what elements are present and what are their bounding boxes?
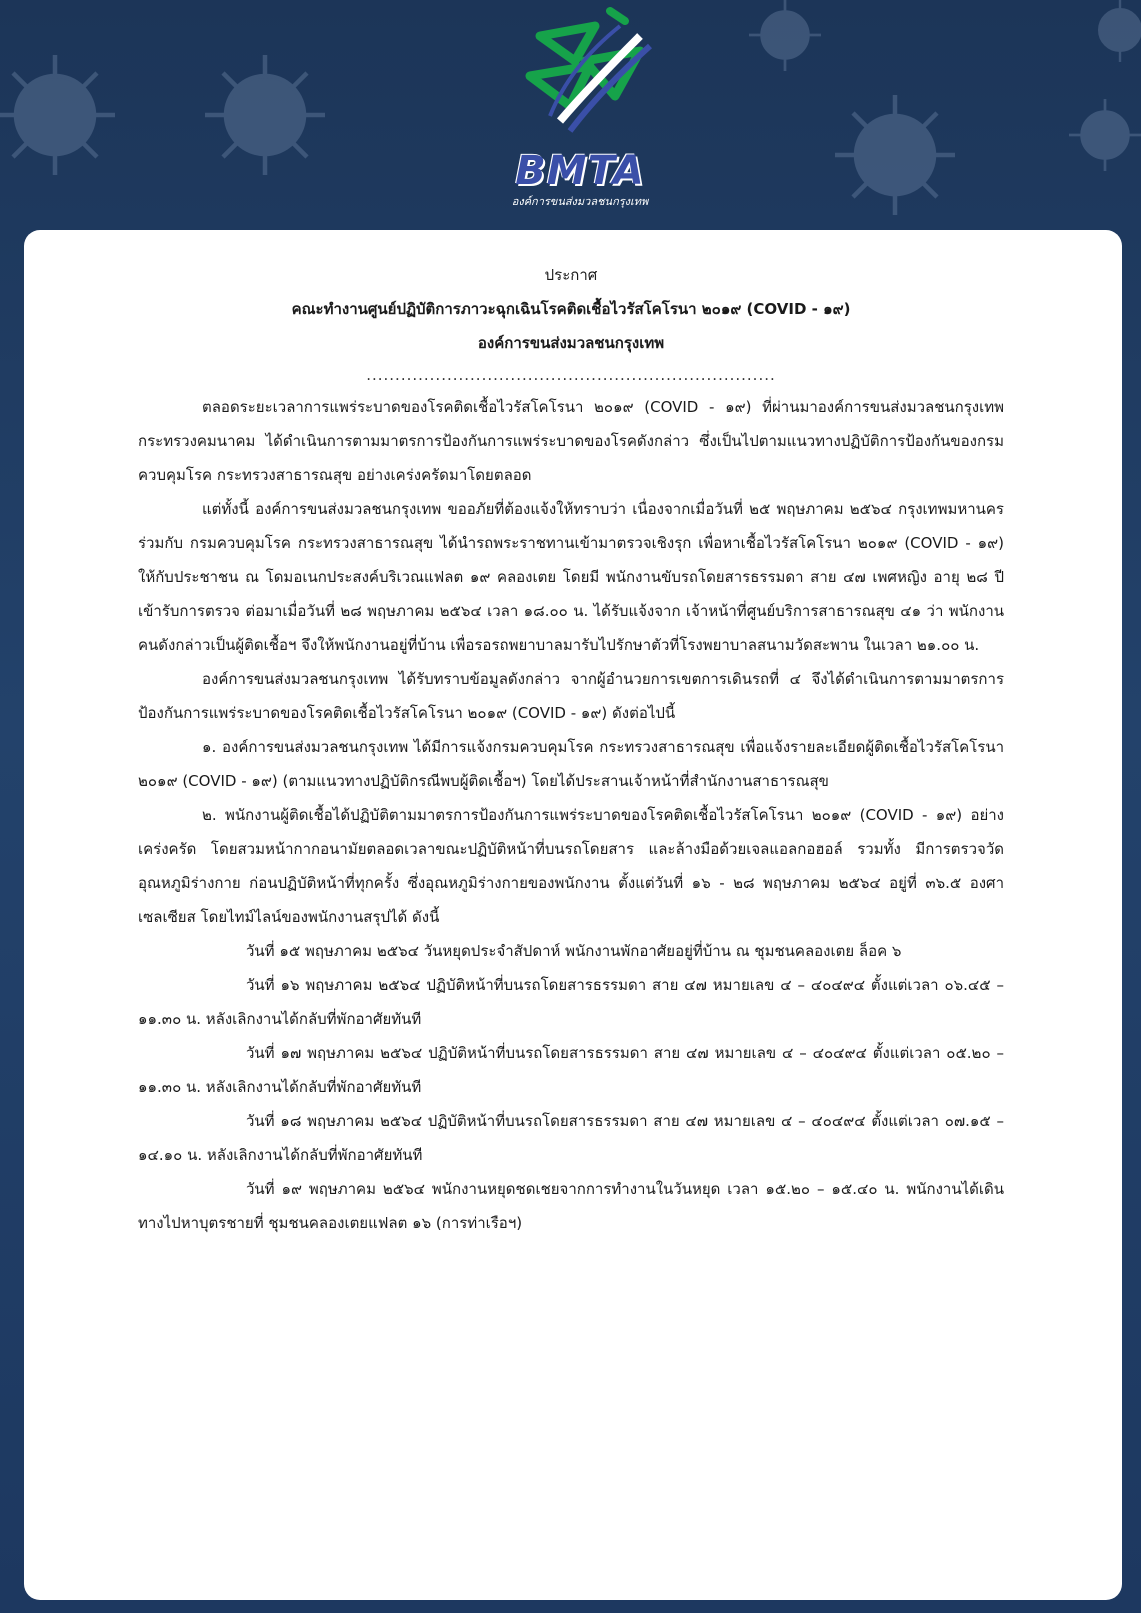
virus-illustration	[1060, 90, 1141, 180]
virus-illustration	[740, 0, 830, 80]
virus-illustration	[190, 40, 340, 190]
announcement-title: คณะทำงานศูนย์ปฏิบัติการภาวะฉุกเฉินโรคติดเชื้อไวรัสโคโรนา ๒๐๑๙ (COVID - ๑๙)	[291, 300, 851, 318]
paragraph: ๑. องค์การขนส่งมวลชนกรุงเทพ ได้มีการแจ้งกรมควบคุมโรค กระทรวงสาธารณสุข เพื่อแจ้งรายละเอียดผู้ติดเชื้อไวรัสโคโรนา ๒๐๑๙ (COVID - ๑๙) (ตามแนวทางปฏิบัติกรณีพบผู้ติดเชื้อฯ) โดยได้ประสานเจ้าหน้าที่สำนักงานสาธารณสุข	[138, 738, 1004, 790]
title-separator: .......................................................................	[366, 366, 776, 384]
paragraph: ๒. พนักงานผู้ติดเชื้อได้ปฏิบัติตามมาตรการป้องกันการแพร่ระบาดของโรคติดเชื้อไวรัสโคโรนา ๒๐๑๙ (COVID - ๑๙) อย่างเคร่งครัด โดยสวมหน้ากากอนามัยตลอดเวลาขณะปฏิบัติหน้าที่บนรถโดยสาร และล้างมือด้วยเจลแอลกอฮอล์ รวมทั้ง มีการตรวจวัดอุณหภูมิร่างกาย ก่อนปฏิบัติหน้าที่ทุกครั้ง ซึ่งอุณหภูมิร่างกายของพนักงาน ตั้งแต่วันที่ ๑๖ - ๒๘ พฤษภาคม ๒๕๖๔ อยู่ที่ ๓๖.๕ องศาเซลเซียส โดยไทม์ไลน์ของพนักงานสรุปได้ ดังนี้	[138, 806, 1004, 926]
paragraph: ตลอดระยะเวลาการแพร่ระบาดของโรคติดเชื้อไวรัสโคโรนา ๒๐๑๙ (COVID - ๑๙) ที่ผ่านมาองค์การขนส่งมวลชนกรุงเทพ กระทรวงคมนาคม ได้ดำเนินการตามมาตรการป้องกันการแพร่ระบาดของโรคดังกล่าว ซึ่งเป็นไปตามแนวทางปฏิบัติการป้องกันของกรมควบคุมโรค กระทรวงสาธารณสุข อย่างเคร่งครัดมาโดยตลอด	[138, 398, 1004, 484]
virus-illustration	[820, 80, 970, 230]
timeline-item: วันที่ ๑๖ พฤษภาคม ๒๕๖๔ ปฏิบัติหน้าที่บนรถโดยสารธรรมดา สาย ๔๗ หมายเลข ๔ – ๔๐๔๙๔ ตั้งแต่เวลา ๐๖.๔๕ – ๑๑.๓๐ น. หลังเลิกงานได้กลับที่พักอาศัยทันที	[138, 976, 1004, 1028]
logo-abbrev: BMTA	[515, 148, 645, 194]
announcement-body	[138, 258, 1004, 1240]
virus-illustration	[0, 40, 130, 190]
paragraph: องค์การขนส่งมวลชนกรุงเทพ ได้รับทราบข้อมูลดังกล่าว จากผู้อำนวยการเขตการเดินรถที่ ๔ จึงได้ดำเนินการตามมาตรการป้องกันการแพร่ระบาดของโรคติดเชื้อไวรัสโคโรนา ๒๐๑๙ (COVID - ๑๙) ดังต่อไปนี้	[138, 670, 1004, 722]
bmta-logo	[470, 6, 690, 206]
announcement-label: ประกาศ	[544, 266, 598, 284]
paragraph: แต่ทั้งนี้ องค์การขนส่งมวลชนกรุงเทพ ขออภัยที่ต้องแจ้งให้ทราบว่า เนื่องจากเมื่อวันที่ ๒๕ พฤษภาคม ๒๕๖๔ กรุงเทพมหานคร ร่วมกับ กรมควบคุมโรค กระทรวงสาธารณสุข ได้นำรถพระราชทานเข้ามาตรวจเชิงรุก เพื่อหาเชื้อไวรัสโคโรนา ๒๐๑๙ (COVID - ๑๙) ให้กับประชาชน ณ โดมอเนกประสงค์บริเวณแฟลต ๑๙ คลองเตย โดยมี พนักงานขับรถโดยสารธรรมดา สาย ๔๗ เพศหญิง อายุ ๒๘ ปี เข้ารับการตรวจ ต่อมาเมื่อวันที่ ๒๘ พฤษภาคม ๒๕๖๔ เวลา ๑๘.๐๐ น. ได้รับแจ้งจาก เจ้าหน้าที่ศูนย์บริการสาธารณสุข ๔๑ ว่า พนักงานคนดังกล่าวเป็นผู้ติดเชื้อฯ จึงให้พนักงานอยู่ที่บ้าน เพื่อรอรถพยาบาลมารับไปรักษาตัวที่โรงพยาบาลสนามวัดสะพาน ในเวลา ๒๑.๐๐ น.	[138, 500, 1004, 654]
timeline-item: วันที่ ๑๘ พฤษภาคม ๒๕๖๔ ปฏิบัติหน้าที่บนรถโดยสารธรรมดา สาย ๔๗ หมายเลข ๔ – ๔๐๔๙๔ ตั้งแต่เวลา ๐๗.๑๕ – ๑๔.๑๐ น. หลังเลิกงานได้กลับที่พักอาศัยทันที	[138, 1112, 1004, 1164]
virus-illustration	[1080, 0, 1141, 70]
timeline-item: วันที่ ๑๕ พฤษภาคม ๒๕๖๔ วันหยุดประจำสัปดาห์ พนักงานพักอาศัยอยู่ที่บ้าน ณ ชุมชนคลองเตย ล็อค ๖	[246, 942, 902, 960]
announcement-org: องค์การขนส่งมวลชนกรุงเทพ	[477, 334, 665, 352]
bmta-logo-mark	[500, 6, 660, 156]
timeline-item: วันที่ ๑๗ พฤษภาคม ๒๕๖๔ ปฏิบัติหน้าที่บนรถโดยสารธรรมดา สาย ๔๗ หมายเลข ๔ – ๔๐๔๙๔ ตั้งแต่เวลา ๐๕.๒๐ – ๑๑.๓๐ น. หลังเลิกงานได้กลับที่พักอาศัยทันที	[138, 1044, 1004, 1096]
timeline-item: วันที่ ๑๙ พฤษภาคม ๒๕๖๔ พนักงานหยุดชดเชยจากการทำงานในวันหยุด เวลา ๑๕.๒๐ – ๑๕.๔๐ น. พนักงานได้เดินทางไปหาบุตรชายที่ ชุมชนคลองเตยแฟลต ๑๖ (การท่าเรือฯ)	[138, 1180, 1004, 1232]
logo-org-name: องค์การขนส่งมวลชนกรุงเทพ	[511, 195, 649, 208]
